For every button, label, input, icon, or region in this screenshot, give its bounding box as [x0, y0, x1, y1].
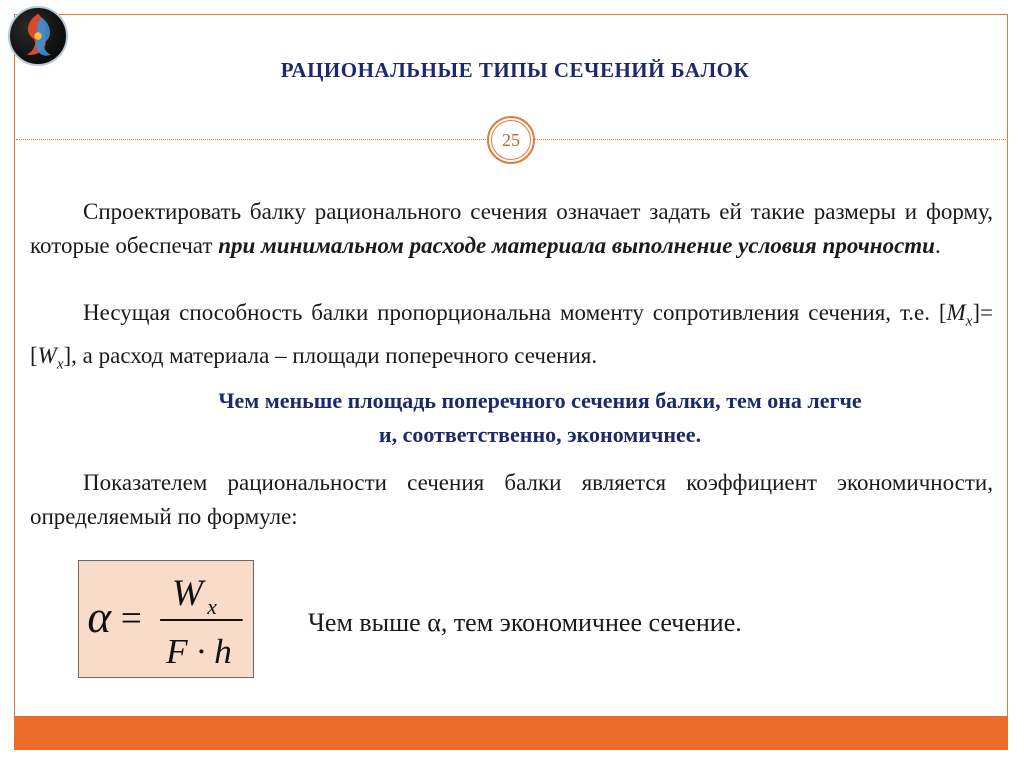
paragraph-coefficient — [30, 466, 993, 534]
page-number-badge — [487, 116, 535, 164]
formula-caption: Чем выше α, тем экономичнее сечение. — [308, 608, 742, 637]
paragraph-definition-text: Спроектировать балку рационального сечения означает задать ей такие размеры и форму, которые обеспечат — [30, 199, 993, 258]
equality-sign: ]=[ — [30, 300, 993, 368]
formula-denominator: F · h — [166, 631, 232, 672]
university-logo-icon — [8, 6, 68, 66]
highlight-statement — [110, 384, 970, 452]
section-modulus-variable: W — [37, 342, 57, 368]
paragraph-definition — [30, 195, 993, 263]
formula-equals: = — [120, 597, 142, 639]
paragraph-definition-end: . — [934, 233, 941, 258]
page-number: 25 — [491, 120, 531, 160]
formula-box — [78, 560, 254, 678]
footer-bar — [14, 716, 1008, 750]
slide-title: РАЦИОНАЛЬНЫЕ ТИПЫ СЕЧЕНИЙ БАЛОК — [280, 58, 750, 82]
paragraph-definition-emphasis: при минимальном расходе материала выполнение условия прочности — [218, 233, 935, 258]
paragraph-capacity-text: Несущая способность балки пропорциональна моменту сопротивления сечения, т.е. [ — [83, 300, 947, 325]
formula-lhs: α — [87, 591, 112, 642]
formula-numerator: W — [171, 573, 204, 615]
paragraph-capacity — [30, 296, 993, 381]
paragraph-capacity-text-end: ], а расход материала – площади поперечного сечения. — [63, 342, 598, 368]
moment-variable: M — [946, 300, 966, 325]
moment-subscript: x — [965, 313, 973, 330]
paragraph-coefficient-text: Показателем рациональности сечения балки является коэффициент экономичности, определяемый по формуле: — [30, 470, 993, 529]
highlight-line-1: Чем меньше площадь поперечного сечения балки, тем она легче — [218, 388, 862, 413]
formula-numerator-subscript: x — [207, 595, 217, 620]
section-modulus-subscript: x — [56, 356, 64, 373]
highlight-line-2: и, соответственно, экономичнее. — [378, 422, 702, 447]
